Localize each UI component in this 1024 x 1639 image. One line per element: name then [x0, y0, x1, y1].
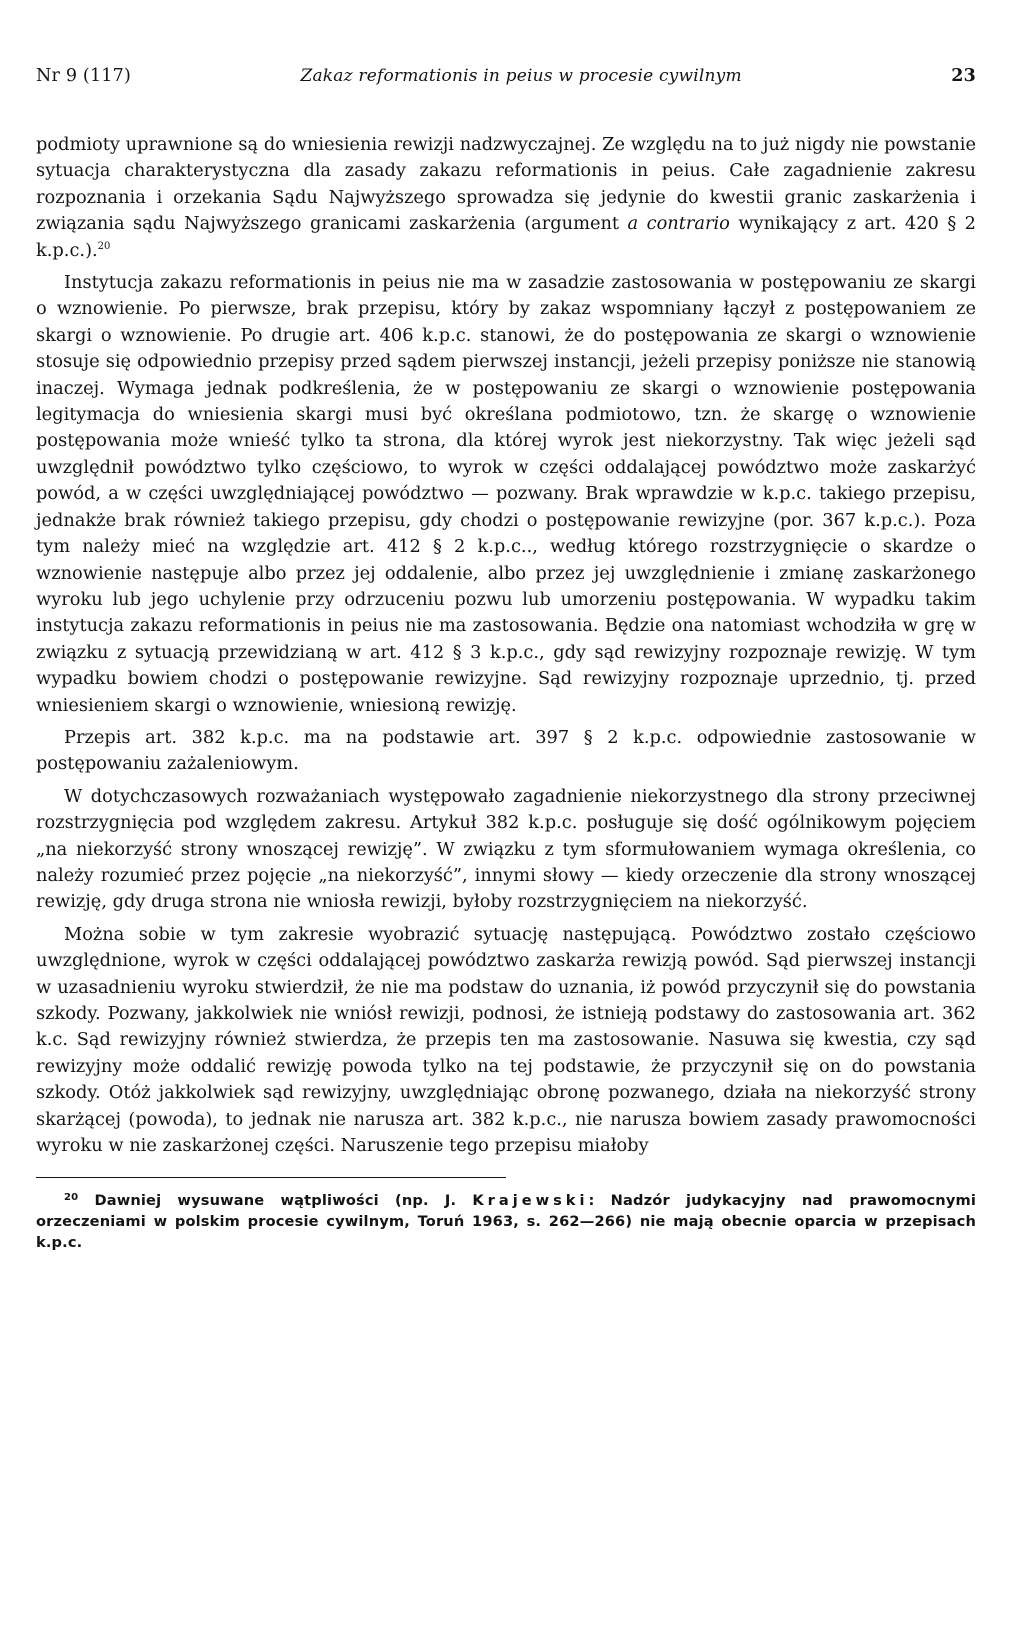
- footnote-text: Dawniej wysuwane wątpliwości (np. J.: [94, 1192, 473, 1210]
- footnote: [36, 1190, 976, 1253]
- paragraph-1-text-end: wynikający z art. 420 § 2 k.p.c.).: [36, 213, 976, 261]
- paragraph-1-emphasis: a contrario: [627, 213, 730, 235]
- footnote-text-end: : Nadzór judykacyjny nad prawomocnymi orzeczeniami w polskim procesie cywilnym, Toruń 1963, s. 262—266) nie mają obecnie oparcia w przepisach k.p.c.: [36, 1192, 976, 1252]
- footnote-reference: 20: [97, 240, 111, 252]
- page-number: 23: [951, 66, 976, 86]
- footnote-author: Krajewski: [472, 1192, 589, 1210]
- paragraph-2: Instytucja zakazu reformationis in peius nie ma w zasadzie zastosowania w postępowaniu ze skargi o wznowienie. Po pierwsze, brak przepisu, który by zakaz wspomniany łączył z postępowaniem ze skargi o wznowienie. Po drugie art. 406 k.p.c. stanowi, że do postępowania ze skargi o wznowienie stosuje się odpowiednio przepisy przed sądem pierwszej instancji, jeżeli przepisy poniższe nie stanowią inaczej. Wymaga jednak podkreślenia, że w postępowaniu ze skargi o wznowienie postępowania legitymacja do wniesienia skargi musi być określana podmiotowo, tzn. że skargę o wznowienie postępowania może wnieść tylko ta strona, dla której wyrok jest niekorzystny. Tak więc jeżeli sąd uwzględnił powództwo tylko częściowo, to wyrok w części oddalającej powództwo może zaskarżyć powód, a w części uwzględniającej powództwo — pozwany. Brak wprawdzie w k.p.c. takiego przepisu, jednakże brak również takiego przepisu, gdy chodzi o postępowanie rewizyjne (por. 367 k.p.c.). Poza tym należy mieć na względzie art. 412 § 2 k.p.c.., według którego rozstrzygnięcie o skardze o wznowienie następuje albo przez jej oddalenie, albo przez jej uwzględnienie i zmianę zaskarżonego wyroku lub jego uchylenie przy odrzuceniu pozwu lub umorzeniu postępowania. W wypadku takim instytucja zakazu reformationis in peius nie ma zastosowania. Będzie ona natomiast wchodziła w grę w związku z sytuacją przewidzianą w art. 412 § 3 k.p.c., gdy sąd rewizyjny rozpoznaje rewizję. W tym wypadku bowiem chodzi o postępowanie rewizyjne. Sąd rewizyjny rozpoznaje uprzednio, tj. przed wniesieniem skargi o wznowienie, wniesioną rewizję.: [36, 272, 976, 716]
- article-body: [36, 132, 976, 1159]
- paragraph-3: Przepis art. 382 k.p.c. ma na podstawie art. 397 § 2 k.p.c. odpowiednie zastosowanie w postępowaniu zażaleniowym.: [36, 726, 976, 775]
- running-header: [36, 66, 976, 86]
- issue-number: Nr 9 (117): [36, 66, 131, 86]
- footnote-number: 20: [64, 1191, 79, 1203]
- paragraph-4: W dotychczasowych rozważaniach występowało zagadnienie niekorzystnego dla strony przeciwnej rozstrzygnięcia pod względem zakresu. Artykuł 382 k.p.c. posługuje się dość ogólnikowym pojęciem „na niekorzyść strony wnoszącej rewizję”. W związku z tym sformułowaniem wymaga określenia, co należy rozumieć przez pojęcie „na niekorzyść”, innymi słowy — kiedy orzeczenie dla strony wnoszącej rewizję, gdy druga strona nie wniosła rewizji, byłoby rozstrzygnięciem na niekorzyść.: [36, 785, 976, 913]
- paragraph-1: [36, 132, 976, 264]
- paragraph-5: Można sobie w tym zakresie wyobrazić sytuację następującą. Powództwo zostało częściowo uwzględnione, wyrok w części oddalającej powództwo zaskarża rewizją powód. Sąd pierwszej instancji w uzasadnieniu wyroku stwierdził, że nie ma podstaw do uznania, iż powód przyczynił się do powstania szkody. Pozwany, jakkolwiek nie wniósł rewizji, podnosi, że istnieją podstawy do zastosowania art. 362 k.c. Sąd rewizyjny również stwierdza, że przepis ten ma zastosowanie. Nasuwa się kwestia, czy sąd rewizyjny może oddalić rewizję powoda tylko na tej podstawie, że przyczynił się on do powstania szkody. Otóż jakkolwiek sąd rewizyjny, uwzględniając obronę pozwanego, działa na niekorzyść strony skarżącej (powoda), to jednak nie narusza art. 382 k.p.c., nie narusza bowiem zasady prawomocności wyroku w nie zaskarżonej części. Naruszenie tego przepisu miałoby: [36, 923, 976, 1157]
- paragraph-1-text: podmioty uprawnione są do wniesienia rewizji nadzwyczajnej. Ze względu na to już nigdy nie powstanie sytuacja charakterystyczna dla zasady zakazu reformationis in peius. Całe zagadnienie zakresu rozpoznania i orzekania Sądu Najwyższego sprowadza się jedynie do kwestii granic zaskarżenia i związania sądu Najwyższego granicami zaskarżenia (argument: [36, 134, 976, 235]
- footnote-divider: [36, 1177, 506, 1178]
- running-title: Zakaz reformationis in peius w procesie cywilnym: [300, 66, 742, 86]
